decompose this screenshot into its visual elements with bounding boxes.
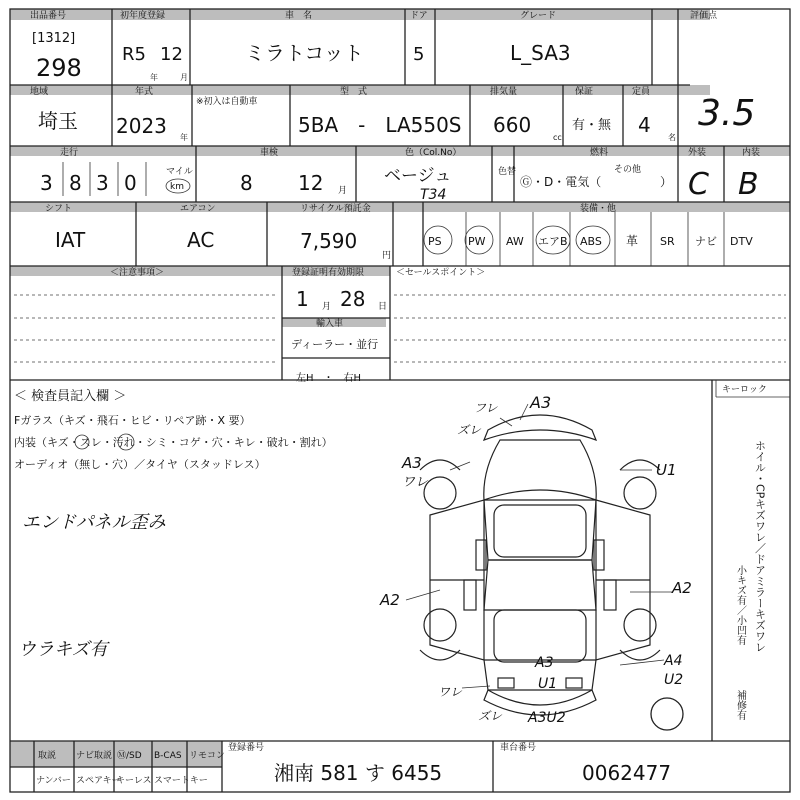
mark-front-top: A3 [530,393,552,412]
mark-right-mid: A2 [672,579,692,597]
equip-abs: ABS [580,235,602,248]
wheel-front-left [424,477,456,509]
color-code: T34 [420,187,447,203]
wheel-rear-left [424,609,456,641]
car-name: ミラトコット [245,41,364,65]
interior-label: 内装 [742,148,761,158]
import-label: 輸入車 [316,319,344,329]
mark-rear-left-2: ズレ [478,709,503,723]
side-sub-1: 小キズ有／小凹有 [734,565,746,645]
grade-value: L_SA3 [510,41,571,65]
option-navi-manual: ナビ取説 [76,751,113,761]
capacity-label: 定員 [632,87,651,97]
equip-aw: AW [506,235,524,248]
mark-rear-right-2: U2 [664,672,684,688]
grade-label: グレード [520,11,557,21]
option-spare-key: スペアキー [76,776,121,786]
inspector-line-glass: Fガラス（キズ・飛石・ヒビ・リペア跡・X 要） [14,414,251,427]
model-year-value: 2023 [116,114,167,138]
shift-label: シフト [45,204,73,214]
doors-value: 5 [413,44,425,65]
blank-circle [651,698,683,730]
unit-mile: マイル [166,167,193,177]
dealer-parallel: ディーラー・並行 [291,338,379,351]
lot-label: 出品番号 [30,11,67,21]
chassis-label: 車台番号 [500,743,537,753]
cc-suffix: cc [553,133,562,142]
expiry-month: 1 [296,287,309,311]
roof-glass [494,505,586,557]
model-code: 5BA - LA550S [298,113,462,137]
capacity-value: 4 [638,113,651,137]
mark-rear-right-1: A4 [664,653,683,669]
wheel-rear-right [624,609,656,641]
mark-front-left-2: ズレ [457,423,482,437]
fuel-close: ） [660,175,673,189]
caution-dashes [14,295,786,362]
sales-point-label: ＜セールスポイント＞ [396,268,486,278]
option-bcas: B-CAS [154,751,182,761]
color-change: 色替 [498,167,517,177]
hood [484,440,596,500]
roof [484,560,596,610]
equipment-list [424,226,753,254]
mileage-digit-2: 8 [69,171,82,195]
rear-lamp-left [498,678,514,688]
rear-lamp-right [566,678,582,688]
capacity-suffix: 名 [668,133,676,142]
recycle-yen: 円 [382,251,392,261]
handwritten-note-2: ウラキズ有 [18,639,108,660]
equip-dtv: DTV [730,235,753,248]
area-label: 地域 [30,87,49,97]
mark-rear-center-2: U1 [538,676,558,692]
fuel-other: その他 [614,165,642,175]
fender-front-right [620,460,660,470]
expiry-month-suffix: 月 [322,302,332,312]
equipment-label: 装備・他 [580,204,617,214]
inspector-line-interior: 内装（キズ・スレ・汚れ・シミ・コゲ・穴・キレ・破れ・割れ） [14,436,333,449]
color-label: 色（Col.No） [405,148,462,158]
equip-sr: SR [660,235,675,248]
inspection-year: 8 [240,171,253,195]
aircon-value: AC [187,228,215,252]
inspection-label: 車検 [260,148,279,158]
mark-left-front-1: A3 [402,454,422,472]
aircon-label: エアコン [180,204,216,214]
equip-navi: ナビ [695,235,717,248]
mark-left-mid: A2 [380,591,400,609]
mileage-digit-4: 0 [124,171,137,195]
mark-rear-left-1: ワレ [438,685,463,699]
doors-label: ドア [410,11,428,21]
color-value: ベージュ [384,166,452,186]
warranty-label: 保証 [575,87,594,97]
inspector-line-audio: オーディオ（無し・穴）／タイヤ（スタッドレス） [14,458,266,471]
type-label: 型 式 [340,87,368,97]
lot-number: 298 [36,54,82,82]
option-sd: Ⓜ/SD [117,751,142,761]
interior-grade: B [738,167,759,202]
score-label: 評価点 [690,11,718,21]
mileage-digit-1: 3 [40,171,53,195]
lot-code: [1312] [32,31,76,46]
option-plate: ナンバー [36,776,71,786]
handle-side: 左H ・ 右H [296,373,362,384]
exterior-grade: C [688,167,709,202]
year-suffix: 年 [150,73,158,82]
equip-pw: PW [468,235,486,248]
model-year-label: 年式 [135,87,154,97]
unit-km: km [170,182,184,192]
month-suffix: 月 [180,73,188,82]
mileage-label: 走行 [60,148,79,158]
import-note: ※初入は自動車 [196,97,258,107]
shift-value: IAT [55,228,86,252]
expiry-day: 28 [340,287,366,311]
left-handle [464,580,476,610]
year-month: 12 [160,44,183,65]
inspection-month-suffix: 月 [338,186,348,196]
option-manual: 取説 [38,751,57,761]
mark-rear-bottom: A3U2 [528,710,566,726]
wheel-front-right [624,477,656,509]
mileage-digit-3: 3 [96,171,109,195]
equip-leather: 革 [626,234,639,248]
fuel-label: 燃料 [590,148,609,158]
plate-label: 登録番号 [228,743,265,753]
exterior-label: 外装 [688,148,707,158]
inspection-month: 12 [298,171,324,195]
option-remote: リモコン [189,751,226,761]
option-smart-key: スマートキー [154,776,208,786]
caution-label: ＜注意事項＞ [110,268,165,278]
side-sub-2: 補修有 [734,690,746,720]
car-name-label: 車 名 [285,11,313,21]
recycle-value: 7,590 [300,229,358,253]
model-year-suffix: 年 [180,133,188,142]
side-text: ホイル・CPキズワレ／ドアミラーキズワレ [753,440,767,653]
equip-ps: PS [428,235,442,248]
displacement-value: 660 [493,113,532,137]
area-value: 埼玉 [38,109,78,133]
first-registration-label: 初年度登録 [120,11,166,21]
right-handle [604,580,616,610]
mark-right-front: U1 [656,461,677,479]
plate-number: 湘南 581 す 6455 [274,761,443,785]
inspector-title: ＜ 検査員記入欄 ＞ [14,389,127,404]
year-era: R5 [122,44,146,65]
fuel-value: Ⓖ・D・電気（ [520,175,602,189]
chassis-number: 0062477 [582,761,672,785]
mark-front-left-1: フレ [474,401,498,415]
handwritten-note-1: エンドパネル歪み [22,512,166,533]
score-value: 3.5 [698,93,756,134]
recycle-label: リサイクル預託金 [300,204,371,214]
expiry-label: 登録証明有効期限 [292,268,365,278]
option-keyless: キーレス [116,776,152,786]
mark-left-front-2: ワレ [402,475,429,490]
keylock-label: キーロック [722,385,767,395]
displacement-label: 排気量 [490,87,518,97]
warranty-value: 有・無 [572,118,612,133]
mark-rear-center-1: A3 [535,655,554,671]
equip-airbag: エアB [538,235,568,248]
expiry-day-suffix: 日 [378,302,388,312]
